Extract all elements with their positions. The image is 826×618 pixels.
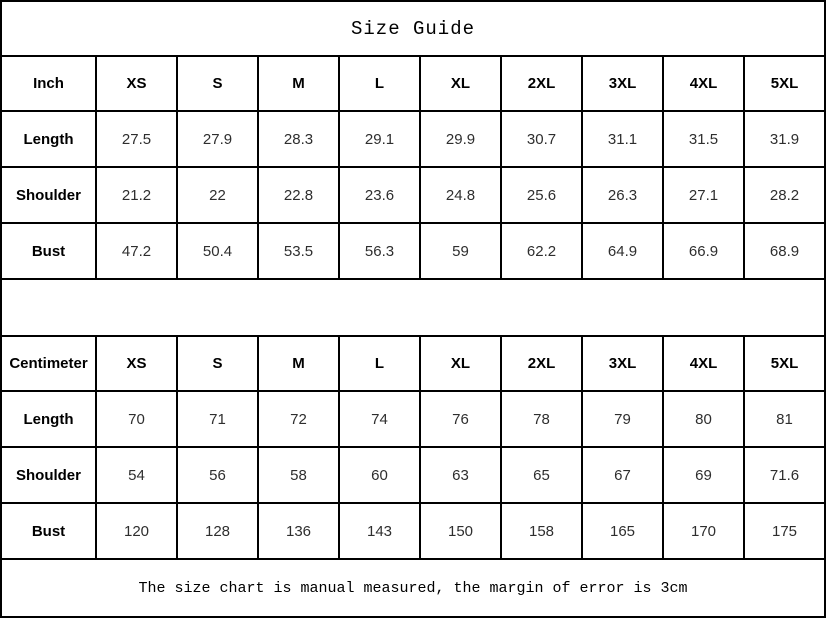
value-cell: 29.1: [340, 112, 419, 166]
row-label-shoulder: Shoulder: [2, 448, 95, 502]
value-cell: 65: [502, 448, 581, 502]
value-cell: 56: [178, 448, 257, 502]
size-column-header-xs: XS: [97, 57, 176, 110]
centimeter-unit-header: Centimeter: [2, 337, 95, 390]
value-cell: 56.3: [340, 224, 419, 278]
value-cell: 26.3: [583, 168, 662, 222]
row-label-length: Length: [2, 392, 95, 446]
value-cell: 70: [97, 392, 176, 446]
row-label-shoulder: Shoulder: [2, 168, 95, 222]
row-label-bust: Bust: [2, 504, 95, 558]
value-cell: 62.2: [502, 224, 581, 278]
value-cell: 170: [664, 504, 743, 558]
value-cell: 71.6: [745, 448, 824, 502]
value-cell: 64.9: [583, 224, 662, 278]
value-cell: 31.9: [745, 112, 824, 166]
inch-unit-header: Inch: [2, 57, 95, 110]
value-cell: 74: [340, 392, 419, 446]
value-cell: 80: [664, 392, 743, 446]
value-cell: 78: [502, 392, 581, 446]
value-cell: 128: [178, 504, 257, 558]
size-column-header-2xl: 2XL: [502, 57, 581, 110]
value-cell: 72: [259, 392, 338, 446]
value-cell: 22: [178, 168, 257, 222]
value-cell: 59: [421, 224, 500, 278]
size-column-header-m: M: [259, 57, 338, 110]
value-cell: 31.5: [664, 112, 743, 166]
value-cell: 136: [259, 504, 338, 558]
size-column-header-xs: XS: [97, 337, 176, 390]
value-cell: 165: [583, 504, 662, 558]
value-cell: 29.9: [421, 112, 500, 166]
value-cell: 22.8: [259, 168, 338, 222]
page-title: Size Guide: [2, 2, 824, 55]
value-cell: 31.1: [583, 112, 662, 166]
value-cell: 68.9: [745, 224, 824, 278]
value-cell: 143: [340, 504, 419, 558]
value-cell: 79: [583, 392, 662, 446]
value-cell: 66.9: [664, 224, 743, 278]
value-cell: 24.8: [421, 168, 500, 222]
value-cell: 21.2: [97, 168, 176, 222]
size-column-header-4xl: 4XL: [664, 57, 743, 110]
value-cell: 25.6: [502, 168, 581, 222]
row-label-bust: Bust: [2, 224, 95, 278]
value-cell: 175: [745, 504, 824, 558]
value-cell: 54: [97, 448, 176, 502]
value-cell: 69: [664, 448, 743, 502]
value-cell: 63: [421, 448, 500, 502]
value-cell: 60: [340, 448, 419, 502]
size-column-header-s: S: [178, 57, 257, 110]
size-column-header-3xl: 3XL: [583, 57, 662, 110]
value-cell: 27.9: [178, 112, 257, 166]
value-cell: 120: [97, 504, 176, 558]
value-cell: 53.5: [259, 224, 338, 278]
size-column-header-2xl: 2XL: [502, 337, 581, 390]
value-cell: 158: [502, 504, 581, 558]
size-column-header-3xl: 3XL: [583, 337, 662, 390]
value-cell: 47.2: [97, 224, 176, 278]
spacer-row: [2, 280, 824, 335]
value-cell: 27.1: [664, 168, 743, 222]
size-column-header-5xl: 5XL: [745, 337, 824, 390]
value-cell: 50.4: [178, 224, 257, 278]
value-cell: 71: [178, 392, 257, 446]
size-column-header-l: L: [340, 337, 419, 390]
value-cell: 76: [421, 392, 500, 446]
value-cell: 67: [583, 448, 662, 502]
value-cell: 28.2: [745, 168, 824, 222]
value-cell: 58: [259, 448, 338, 502]
value-cell: 27.5: [97, 112, 176, 166]
row-label-length: Length: [2, 112, 95, 166]
size-column-header-xl: XL: [421, 337, 500, 390]
size-column-header-s: S: [178, 337, 257, 390]
size-column-header-4xl: 4XL: [664, 337, 743, 390]
footer-note: The size chart is manual measured, the margin of error is 3cm: [2, 560, 824, 616]
size-column-header-l: L: [340, 57, 419, 110]
value-cell: 150: [421, 504, 500, 558]
size-column-header-5xl: 5XL: [745, 57, 824, 110]
value-cell: 23.6: [340, 168, 419, 222]
size-column-header-xl: XL: [421, 57, 500, 110]
value-cell: 30.7: [502, 112, 581, 166]
value-cell: 81: [745, 392, 824, 446]
value-cell: 28.3: [259, 112, 338, 166]
size-column-header-m: M: [259, 337, 338, 390]
